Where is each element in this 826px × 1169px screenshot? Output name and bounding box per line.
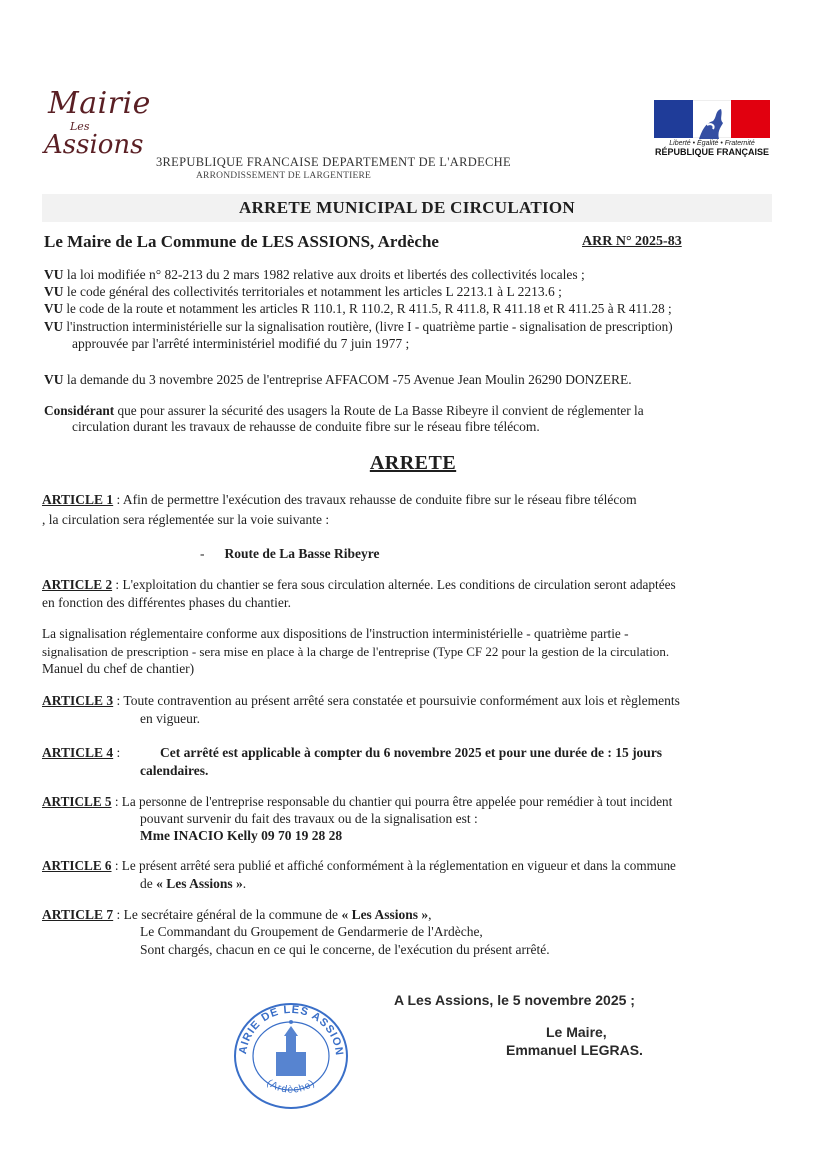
republique-francaise-text: RÉPUBLIQUE FRANÇAISE xyxy=(654,147,769,157)
devise-text: Liberté • Égalité • Fraternité xyxy=(669,140,755,147)
republic-department-line: 3REPUBLIQUE FRANCAISE DEPARTEMENT DE L'ARDECHE xyxy=(156,155,511,169)
vu-continuation: approuvée par l'arrêté interministériel modifié du 7 juin 1977 ; xyxy=(72,336,410,351)
article-3 xyxy=(42,692,680,709)
stamp-bottom-text: (Ardèche) xyxy=(264,1077,318,1096)
vu-line xyxy=(44,266,585,283)
vu-prefix: VU xyxy=(44,372,64,387)
article-5-continuation: pouvant survenir du fait des travaux ou de la signalisation est : xyxy=(140,811,478,826)
svg-text:(Ardèche) xyxy=(265,1078,318,1096)
article-1-continuation: , la circulation sera réglementée sur la voie suivante : xyxy=(42,512,330,527)
article-label: ARTICLE 4 xyxy=(42,745,114,760)
article-7-line: Sont chargés, chacun en ce qui le concerne, de l'exécution du présent arrêté. xyxy=(140,942,550,957)
logo-text-les: Les xyxy=(70,120,90,133)
article-text: : Afin de permettre l'exécution des travaux rehausse de conduite fibre sur le réseau fibre télécom xyxy=(113,492,637,507)
logo-text-assions: Assions xyxy=(44,130,144,160)
vu-text: la loi modifiée n° 82-213 du 2 mars 1982 relative aux droits et libertés des collectivités locales ; xyxy=(63,267,585,282)
vu-text: le code de la route et notamment les articles R 110.1, R 110.2, R 411.5, R 411.8, R 411.18 et R 411.25 à R 411.28 ; xyxy=(63,301,672,316)
road-item xyxy=(200,545,380,562)
article-6 xyxy=(42,857,676,874)
article-7 xyxy=(42,906,431,923)
document-title: ARRETE MUNICIPAL DE CIRCULATION xyxy=(239,198,575,217)
commune-name: « Les Assions » xyxy=(156,876,243,891)
article-1 xyxy=(42,491,637,508)
article-separator: : xyxy=(113,745,121,760)
vu-line xyxy=(44,283,562,300)
considerant-line xyxy=(44,402,644,419)
article-5 xyxy=(42,793,672,810)
article-2 xyxy=(42,576,676,593)
signalisation-line: La signalisation réglementaire conforme aux dispositions de l'instruction interministérielle - quatrième partie - xyxy=(42,626,629,641)
commune-name: « Les Assions » xyxy=(341,907,429,922)
article-7-line: Le Commandant du Groupement de Gendarmerie de l'Ardèche, xyxy=(140,924,483,939)
vu-text: le code général des collectivités territoriales et notamment les articles L 2213.1 à L 2213.6 ; xyxy=(63,284,562,299)
logo-text-mairie: Mairie xyxy=(48,86,151,121)
article-4-continuation: calendaires. xyxy=(140,763,209,778)
article-text: Cet arrêté est applicable à compter du 6 novembre 2025 et pour une durée de : 15 jours xyxy=(160,745,663,760)
article-text: : La personne de l'entreprise responsable du chantier qui pourra être appelée pour remédier à tout incident xyxy=(111,794,673,809)
article-2-continuation: en fonction des différentes phases du chantier. xyxy=(42,595,292,610)
signalisation-line: Manuel du chef de chantier) xyxy=(42,661,195,676)
considerant-label: Considérant xyxy=(44,403,115,418)
article-text: : Le présent arrêté sera publié et affiché conformément à la réglementation en vigueur et dans la commune xyxy=(111,858,676,873)
signatory-title: Le Maire, xyxy=(546,1024,607,1040)
article-6-continuation xyxy=(140,875,246,892)
vu-line xyxy=(44,371,632,388)
arrete-number: ARR N° 2025-83 xyxy=(582,234,682,249)
road-bullet: - xyxy=(200,546,205,561)
stamp-top-text: AIRIE DE LES ASSION xyxy=(237,1003,346,1057)
article-3-continuation: en vigueur. xyxy=(140,711,200,726)
contact-person: Mme INACIO Kelly 09 70 19 28 28 xyxy=(140,828,343,843)
maire-heading: Le Maire de La Commune de LES ASSIONS, Ardèche xyxy=(44,232,439,251)
article-label: ARTICLE 1 xyxy=(42,492,114,507)
marianne-profile-icon xyxy=(693,101,732,139)
vu-text: la demande du 3 novembre 2025 de l'entreprise AFFACOM -75 Avenue Jean Moulin 26290 DONZERE. xyxy=(63,372,632,387)
article-label: ARTICLE 2 xyxy=(42,577,113,592)
article-label: ARTICLE 5 xyxy=(42,794,112,809)
article-text: : L'exploitation du chantier se fera sous circulation alternée. Les conditions de circulation seront adaptées xyxy=(112,577,676,592)
signatory-name: Emmanuel LEGRAS. xyxy=(506,1042,643,1058)
road-name: Route de La Basse Ribeyre xyxy=(224,546,380,561)
article-label: ARTICLE 6 xyxy=(42,858,112,873)
article-4 xyxy=(42,744,120,761)
vu-line xyxy=(44,300,672,317)
vu-prefix: VU xyxy=(44,267,64,282)
article-text: : Toute contravention au présent arrêté sera constatée et poursuivie conformément aux lois et règlements xyxy=(113,693,680,708)
article-text: : Le secrétaire général de la commune de xyxy=(113,907,342,922)
vu-prefix: VU xyxy=(44,301,64,316)
official-stamp xyxy=(232,1000,350,1110)
tricolor-flag-icon xyxy=(654,100,770,138)
article-label: ARTICLE 7 xyxy=(42,907,114,922)
vu-line xyxy=(44,318,673,335)
place-and-date: A Les Assions, le 5 novembre 2025 ; xyxy=(394,992,635,1008)
considerant-text: que pour assurer la sécurité des usagers la Route de La Basse Ribeyre il convient de réglementer la xyxy=(114,403,644,418)
marianne-logo xyxy=(654,100,770,168)
signalisation-line: signalisation de prescription - sera mise en place à la charge de l'entreprise (Type CF 22 pour la gestion de la circulation. xyxy=(42,644,670,659)
considerant-continuation: circulation durant les travaux de rehausse de conduite fibre sur le réseau fibre télécom. xyxy=(72,419,540,434)
text-fragment: . xyxy=(242,876,247,891)
text-fragment: de xyxy=(140,876,157,891)
arrete-heading: ARRETE xyxy=(369,452,457,474)
article-label: ARTICLE 3 xyxy=(42,693,114,708)
arrondissement-line: ARRONDISSEMENT DE LARGENTIERE xyxy=(196,171,372,181)
vu-prefix: VU xyxy=(44,284,64,299)
text-fragment: , xyxy=(428,907,432,922)
vu-text: l'instruction interministérielle sur la signalisation routière, (livre I - quatrième partie - signalisation de prescription) xyxy=(63,319,673,334)
vu-prefix: VU xyxy=(44,319,64,334)
